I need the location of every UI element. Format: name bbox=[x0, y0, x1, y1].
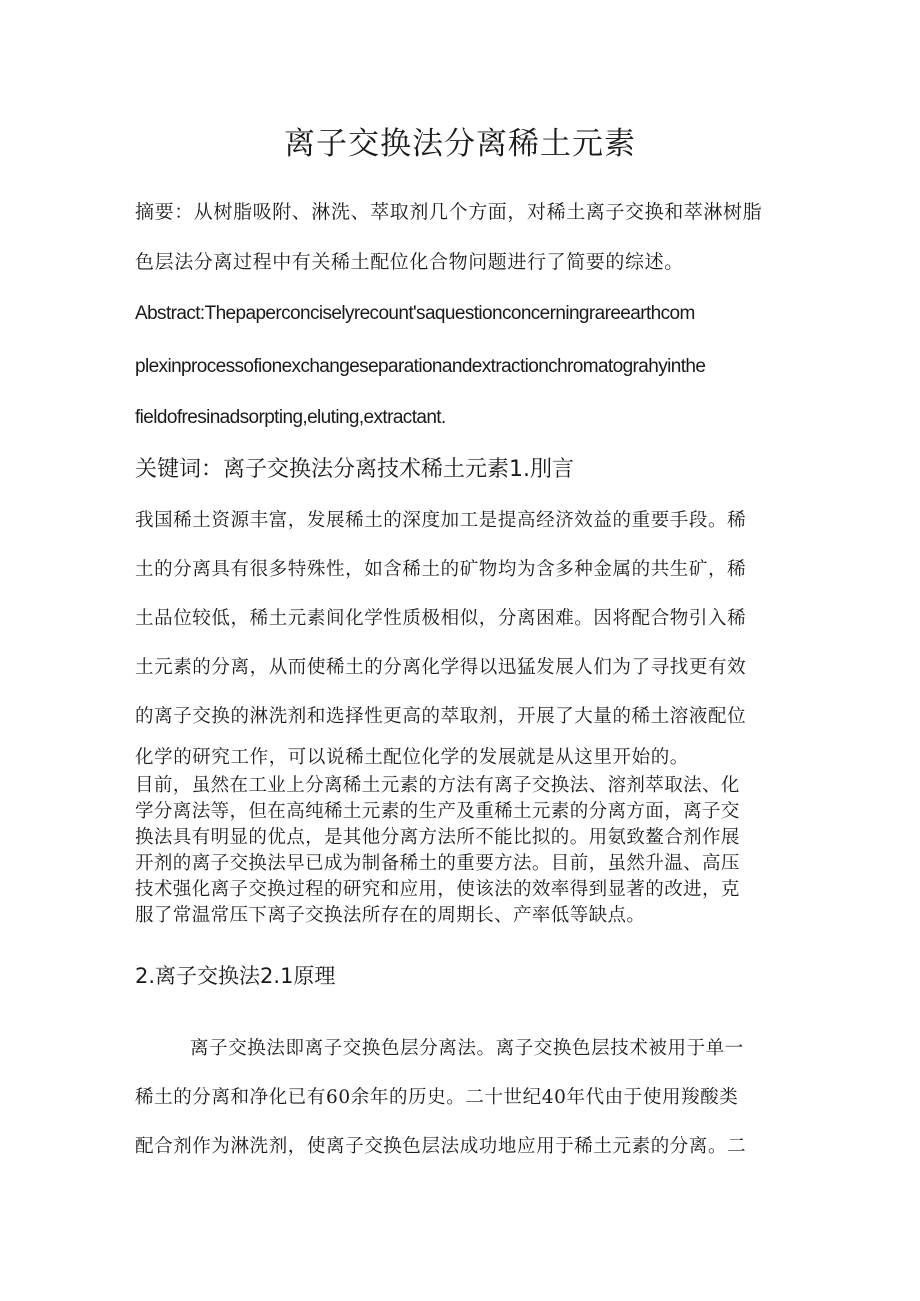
abstract-en-line: Abstract:Thepaperconciselyrecount'saquestionconcerningrareearthcom bbox=[135, 303, 695, 324]
intro-line: 化学的研究工作，可以说稀土配位化学的发展就是从这里开始的。 bbox=[135, 747, 689, 768]
principle-line: 稀土的分离和净化已有60余年的历史。二十世纪40年代由于使用羧酸类 bbox=[135, 1087, 739, 1108]
intro-line: 土的分离具有很多特殊性，如含稀土的矿物均为含多种金属的共生矿，稀 bbox=[135, 559, 747, 580]
current-line: 学分离法等，但在高纯稀土元素的生产及重稀土元素的分离方面，离子交 bbox=[135, 801, 740, 822]
intro-line: 土元素的分离，从而使稀土的分离化学得以迅猛发展人们为了寻找更有效 bbox=[135, 657, 747, 678]
current-line: 技术强化离子交换过程的研究和应用，使该法的效率得到显著的改进，克 bbox=[135, 879, 740, 900]
current-line: 目前，虽然在工业上分离稀土元素的方法有离子交换法、溶剂萃取法、化 bbox=[135, 775, 740, 796]
section-2-heading: 2.离子交换法2.1原理 bbox=[135, 964, 336, 988]
current-line: 开剂的离子交换法早已成为制备稀土的重要方法。目前，虽然升温、高压 bbox=[135, 853, 740, 874]
principle-line: 离子交换法即离子交换色层分离法。离子交换色层技术被用于单一 bbox=[190, 1038, 744, 1059]
abstract-cn-line: 摘要：从树脂吸附、淋洗、萃取剂几个方面，对稀土离子交换和萃淋树脂 bbox=[135, 201, 763, 223]
abstract-cn-line: 色层法分离过程中有关稀土配位化合物问题进行了简要的综述。 bbox=[135, 251, 684, 273]
current-line: 换法具有明显的优点，是其他分离方法所不能比拟的。用氨致鳌合剂作展 bbox=[135, 827, 740, 848]
current-line: 服了常温常压下离子交换法所存在的周期长、产率低等缺点。 bbox=[135, 905, 646, 926]
intro-line: 我国稀土资源丰富，发展稀土的深度加工是提高经济效益的重要手段。稀 bbox=[135, 510, 747, 531]
keywords-heading: 关键词：离子交换法分离技术稀土元素1.刖言 bbox=[135, 457, 574, 482]
intro-line: 的离子交换的淋洗剂和选择性更高的萃取剂，开展了大量的稀土溶液配位 bbox=[135, 706, 747, 727]
principle-line: 配合剂作为淋洗剂，使离子交换色层法成功地应用于稀土元素的分离。二 bbox=[135, 1136, 747, 1157]
intro-line: 土品位较低，稀土元素间化学性质极相似，分离困难。因将配合物引入稀 bbox=[135, 608, 747, 629]
abstract-en-line: fieldofresinadsorpting,eluting,extractant. bbox=[135, 407, 446, 428]
abstract-en-line: plexinprocessofionexchangeseparationandextractionchromatograhyinthe bbox=[135, 356, 706, 377]
document-title: 离子交换法分离稀土元素 bbox=[284, 126, 636, 162]
